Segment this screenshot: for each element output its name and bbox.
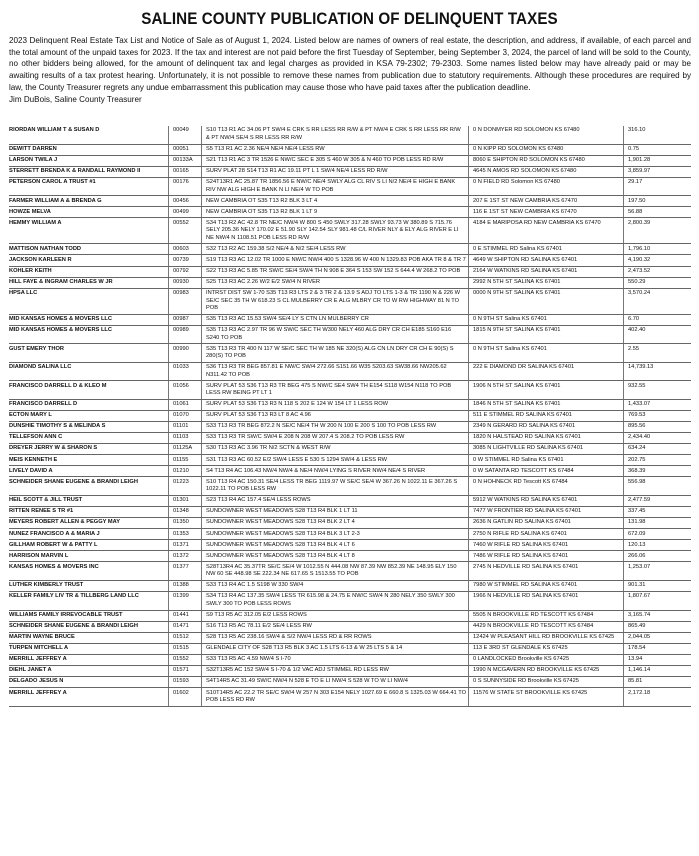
parcel-number: 00739 <box>169 255 202 266</box>
property-address: 116 E 1ST ST NEW CAMBRIA KS 67470 <box>469 207 624 218</box>
tax-amount: 6.70 <box>624 314 692 325</box>
table-row <box>9 126 691 144</box>
property-address: 4649 W SHIPTON RD SALINA KS 67401 <box>469 255 624 266</box>
parcel-number: 00987 <box>169 314 202 325</box>
table-row <box>9 344 691 363</box>
property-address: 5912 W WATKINS RD SALINA KS 67401 <box>469 495 624 506</box>
table-row <box>9 244 691 255</box>
owner-name: DIAMOND SALINA LLC <box>9 362 169 381</box>
legal-description: S36 T13 R3 TR BEG 857.81 E NW/C SW/4 272.66 S151.66 W35 S203.63 SW38.66 NW205.62 N311.42 TO POB <box>202 362 469 381</box>
table-row <box>9 144 691 155</box>
tax-amount: 131.98 <box>624 518 692 529</box>
owner-name: MEIS KENNETH E <box>9 455 169 466</box>
property-address: 0 N KIPP RD SOLOMON KS 67480 <box>469 144 624 155</box>
owner-name: PETERSON CAROL A TRUST #1 <box>9 177 169 196</box>
property-address: 8060 E SHIPTON RD SOLOMON KS 67480 <box>469 155 624 166</box>
tax-amount: 2,044.05 <box>624 632 692 643</box>
legal-description: S30 T13 R3 AC 3.96 TR N/2 SCTN & WEST R/W <box>202 444 469 455</box>
owner-name: FRANCISCO DARRELL D <box>9 399 169 410</box>
legal-description: S31 T13 R3 AC 60.52 E/2 SW/4 LESS E 530 S 1294 SW/4 & LESS RW <box>202 455 469 466</box>
delinquent-tax-table <box>9 126 691 707</box>
table-row <box>9 421 691 432</box>
owner-name: MEYERS ROBERT ALLEN & PEGGY MAY <box>9 518 169 529</box>
table-row <box>9 207 691 218</box>
parcel-number: 01061 <box>169 399 202 410</box>
legal-description: S25 T13 R3 AC 2.26 W/2 E/2 SW/4 N RIVER <box>202 277 469 288</box>
table-row <box>9 155 691 166</box>
property-address: 1846 N 5TH ST SALINA KS 67401 <box>469 399 624 410</box>
parcel-number: 00792 <box>169 266 202 277</box>
parcel-number: 00051 <box>169 144 202 155</box>
owner-name: DUNSHIE TIMOTHY S & MELINDA S <box>9 421 169 432</box>
parcel-number: 00983 <box>169 288 202 314</box>
owner-name: HEIL SCOTT & JILL TRUST <box>9 495 169 506</box>
owner-name: KOHLER KEITH <box>9 266 169 277</box>
legal-description: S23 T13 R4 AC 157.4 SE/4 LESS ROWS <box>202 495 469 506</box>
legal-description: SUNDOWNER WEST MEADOWS S28 T13 R4 BLK 2 LT 4 <box>202 518 469 529</box>
property-address: 2992 N 5TH ST SALINA KS 67401 <box>469 277 624 288</box>
legal-description: NEW CAMBRIA OT S35 T13 R2 BLK 3 LT 4 <box>202 196 469 207</box>
parcel-number: 01371 <box>169 540 202 551</box>
owner-name: LIVELY DAVID A <box>9 466 169 477</box>
legal-description: S16 T13 R5 AC 78.11 E/2 SE/4 LESS RW <box>202 621 469 632</box>
property-address: 1966 N HEDVILLE RD SALINA KS 67401 <box>469 592 624 611</box>
tax-amount: 1,901.28 <box>624 155 692 166</box>
table-row <box>9 166 691 177</box>
legal-description: S4 T13 R4 AC 106.43 NW/4 NW/4 & NE/4 NW/4 LYING S RIVER NW/4 NE/4 S RIVER <box>202 466 469 477</box>
table-row <box>9 410 691 421</box>
table-row <box>9 177 691 196</box>
intro-text: 2023 Delinquent Real Estate Tax List and Notice of Sale as of August 1, 2024. Listed below are names of owners of real estate, the description, and address, if available, of each parcel and the total amount of the unpaid taxes for 2023. If the tax and interest are not paid before the first Tuesday of September, being September 3, 2024, the parcel of land will be sold to the County, no other bidders being allowed, for the amount of delinquent tax and legal charges as provided in KSA 79-2302; 79-2303. Some names listed below may have already paid or may be awaiting results of a tax protest hearing. Unfortunately, it is not possible to remove these names from publication due to statutory requirements. Although these procedures are required by law, the County Treasurer regrets any undue embarrassment this publication may cause those who have paid taxes after the publication deadline. <box>9 36 691 92</box>
tax-amount: 865.49 <box>624 621 692 632</box>
owner-name: KELLER FAMILY LIV TR & TILLBERG LAND LLC <box>9 592 169 611</box>
property-address: 207 E 1ST ST NEW CAMBRIA KS 67470 <box>469 196 624 207</box>
tax-amount: 769.53 <box>624 410 692 421</box>
tax-amount: 4,190.32 <box>624 255 692 266</box>
owner-name: NUNEZ FRANCISCO A & MARIA J <box>9 529 169 540</box>
property-address: 2636 N GATLIN RD SALINA KS 67401 <box>469 518 624 529</box>
parcel-number: 01377 <box>169 562 202 581</box>
table-row <box>9 654 691 665</box>
legal-description: SURV PLAT 53 S36 T13 R3 LT 8 AC 4.96 <box>202 410 469 421</box>
legal-description: S5 T13 R1 AC 2.36 NE/4 NE/4 NE/4 LESS RW <box>202 144 469 155</box>
property-address: 7980 W STIMMEL RD SALINA KS 67401 <box>469 580 624 591</box>
parcel-number: 01301 <box>169 495 202 506</box>
legal-description: SURV PLAT 53 S36 T13 R3 TR BEG 475 S NW/C SE4 SW4 TH E154 S118 W154 N118 TO POB LESS RW BEING PT LT 1 <box>202 381 469 400</box>
legal-description: S34 T13 R2 AC 42.8 TR NE/C NW/4 W 800 S 450 SWLY 317.28 SWLY 93.73 W 380.89 S 715.76 SELY 205.36 NELY 170.02 E 51.90 SLY 142.54 SLY 981.48 C/L RIVER NLY & ELY ALG RIVER E LI NE NW/4 N 1108.51 POB LESS RD R/W <box>202 218 469 244</box>
legal-description: SUNDOWNER WEST MEADOWS S28 T13 R4 BLK 1 LT 11 <box>202 507 469 518</box>
legal-description: S28T13R4 AC 35.37TR SE/C SE/4 W 1012.55 N 444.08 NW 87.39 NW 852.39 NE 148.95 ELY 150 NW 60 SE 448.98 SE 222.34 NE 617.65 S 1513.55 TO POB <box>202 562 469 581</box>
legal-description: SUNDOWNER WEST MEADOWS S28 T13 R4 BLK 3 LT 2-3 <box>202 529 469 540</box>
owner-name: SCHNEIDER SHANE EUGENE & BRANDI LEIGH <box>9 477 169 496</box>
parcel-number: 01350 <box>169 518 202 529</box>
legal-description: S35 T13 R3 AC 2.97 TR 96 W SW/C SEC TH W300 NELY 460 ALG DRY CR CH E185 S160 E16 S240 TO POB <box>202 325 469 344</box>
tax-amount: 56.88 <box>624 207 692 218</box>
parcel-number: 00552 <box>169 218 202 244</box>
legal-description: S33 T13 R4 AC 1.5 S198 W 330 SW/4 <box>202 580 469 591</box>
legal-description: S35 T13 R3 TR 400 N 117 W SE/C SEC TH W 185 NE 320(S) ALG CN LN DRY CR CH E 90(S) S 280(S) TO POB <box>202 344 469 363</box>
parcel-number: 00499 <box>169 207 202 218</box>
tax-amount: 0.75 <box>624 144 692 155</box>
table-row <box>9 540 691 551</box>
tax-amount: 672.09 <box>624 529 692 540</box>
owner-name: MID KANSAS HOMES & MOVERS LLC <box>9 314 169 325</box>
owner-name: FARMER WILLIAM A & BRENDA G <box>9 196 169 207</box>
parcel-number: 01372 <box>169 551 202 562</box>
page-title: SALINE COUNTY PUBLICATION OF DELINQUENT TAXES <box>141 10 558 28</box>
parcel-number: 01441 <box>169 610 202 621</box>
property-address: 7460 W RIFLE RD SALINA KS 67401 <box>469 540 624 551</box>
owner-name: MERRILL JEFFREY A <box>9 654 169 665</box>
property-address: 0 E STIMMEL RD Salina KS 67401 <box>469 244 624 255</box>
owner-name: MID KANSAS HOMES & MOVERS LLC <box>9 325 169 344</box>
owner-name: DEWITT DARREN <box>9 144 169 155</box>
table-row <box>9 621 691 632</box>
property-address: 0 N HOHNECK RD Tescott KS 67484 <box>469 477 624 496</box>
property-address: 0 LANDLOCKED Brookville KS 67425 <box>469 654 624 665</box>
table-row <box>9 610 691 621</box>
table-row <box>9 381 691 400</box>
table-row <box>9 399 691 410</box>
tax-amount: 2,434.40 <box>624 433 692 444</box>
property-address: 2745 N HEDVILLE RD SALINA KS 67401 <box>469 562 624 581</box>
parcel-number: 01103 <box>169 433 202 444</box>
owner-name: ECTON MARY L <box>9 410 169 421</box>
parcel-number: 00049 <box>169 126 202 144</box>
owner-name: HPSA LLC <box>9 288 169 314</box>
table-row <box>9 562 691 581</box>
legal-description: S9 T13 R5 AC 312.05 E/2 LESS ROWS <box>202 610 469 621</box>
parcel-number: 01070 <box>169 410 202 421</box>
table-row <box>9 551 691 562</box>
property-address: 3085 N LIGHTVILLE RD SALINA KS 67401 <box>469 444 624 455</box>
owner-name: DELGADO JESUS N <box>9 677 169 688</box>
property-address: 2164 W WATKINS RD SALINA KS 67401 <box>469 266 624 277</box>
table-row <box>9 196 691 207</box>
table-row <box>9 580 691 591</box>
parcel-number: 01471 <box>169 621 202 632</box>
property-address: 4429 N BROOKVILLE RD TESCOTT KS 67484 <box>469 621 624 632</box>
table-row <box>9 518 691 529</box>
tax-amount: 85.81 <box>624 677 692 688</box>
parcel-number: 00456 <box>169 196 202 207</box>
owner-name: LARSON TWILA J <box>9 155 169 166</box>
table-row <box>9 314 691 325</box>
legal-description: S21 T13 R1 AC 3 TR 1526 E NW/C SEC E 305 S 460 W 305 & N 460 TO POB LESS RD R/W <box>202 155 469 166</box>
legal-description: S22 T13 R3 AC 5.85 TR SW/C SE/4 SW/4 TH N 908 E 364 S 153 SW 152 S 644.4 W 268.2 TO POB <box>202 266 469 277</box>
tax-amount: 634.24 <box>624 444 692 455</box>
tax-amount: 178.54 <box>624 643 692 654</box>
tax-amount: 2.55 <box>624 344 692 363</box>
parcel-number: 01399 <box>169 592 202 611</box>
tax-amount: 1,807.67 <box>624 592 692 611</box>
property-address: 2349 N GERARD RD SALINA KS 67401 <box>469 421 624 432</box>
legal-description: S32T13R5 AC 152 SW/4 S I-70 & 1/2 VAC ADJ STIMMEL RD LESS RW <box>202 666 469 677</box>
property-address: 1990 N MCGAVERN RD BROOKVILLE KS 67425 <box>469 666 624 677</box>
parcel-number: 01602 <box>169 688 202 707</box>
property-address: 0 W SATANTA RD TESCOTT KS 67484 <box>469 466 624 477</box>
tax-amount: 368.39 <box>624 466 692 477</box>
owner-name: DREYER JERRY W & SHARON S <box>9 444 169 455</box>
property-address: 0 N 9TH ST Salina KS 67401 <box>469 314 624 325</box>
property-address: 1815 N 9TH ST SALINA KS 67401 <box>469 325 624 344</box>
parcel-number: 01348 <box>169 507 202 518</box>
property-address: 2750 N RIFLE RD SALINA KS 67401 <box>469 529 624 540</box>
tax-amount: 266.06 <box>624 551 692 562</box>
table-row <box>9 495 691 506</box>
table-row <box>9 666 691 677</box>
owner-name: DIEHL JANET A <box>9 666 169 677</box>
owner-name: TURPEN MITCHELL A <box>9 643 169 654</box>
tax-amount: 932.55 <box>624 381 692 400</box>
owner-name: GUST EMERY THOR <box>9 344 169 363</box>
legal-description: S34 T13 R4 AC 137.35 SW/4 LESS TR 615.98 & 24.75 E NW/C SW/4 N 280 NELY 350 SWLY 300 SWLY 300 TO POB LESS ROWS <box>202 592 469 611</box>
property-address: 0 N DONMYER RD SOLOMON KS 67480 <box>469 126 624 144</box>
owner-name: JACKSON KARLEEN R <box>9 255 169 266</box>
table-row <box>9 688 691 707</box>
owner-name: RITTEN RENEE S TR #1 <box>9 507 169 518</box>
tax-amount: 202.75 <box>624 455 692 466</box>
property-address: 4184 E MARIPOSA RD NEW CAMBRIA KS 67470 <box>469 218 624 244</box>
property-address: 7486 W RIFLE RD SALINA KS 67401 <box>469 551 624 562</box>
table-row <box>9 643 691 654</box>
property-address: 0 S SUNNYSIDE RD Brookville KS 67425 <box>469 677 624 688</box>
legal-description: NEW CAMBRIA OT S35 T13 R2 BLK 1 LT 9 <box>202 207 469 218</box>
legal-description: S33 T13 R3 TR BEG 872.2 N SE/C NE/4 TH W 200 N 100 E 200 S 100 TO POB LESS RW <box>202 421 469 432</box>
owner-name: HILL FAYE & INGRAM CHARLES W JR <box>9 277 169 288</box>
parcel-number: 01056 <box>169 381 202 400</box>
legal-description: INTRST DIST SW 1-70 S35 T13 R3 LTS 2 & 3 TR 2 & 13.9 S ADJ TO LTS 1-3 & TR 1190 N & 226 W SE/C SEC 35 TH W 618.23 S CL MULBERRY CR E ALG MLBRY CR TO W RW HIGHWAY 81 N TO POB <box>202 288 469 314</box>
property-address: 113 E 3RD ST GLENDALE KS 67425 <box>469 643 624 654</box>
table-row <box>9 288 691 314</box>
property-address: 4645 N AMOS RD SOLOMON KS 67480 <box>469 166 624 177</box>
property-address: 1906 N 5TH ST SALINA KS 67401 <box>469 381 624 400</box>
table-row <box>9 218 691 244</box>
tax-amount: 337.45 <box>624 507 692 518</box>
tax-amount: 3,165.74 <box>624 610 692 621</box>
tax-amount: 2,477.59 <box>624 495 692 506</box>
legal-description: S10 T13 R4 AC 150.31 SE/4 LESS TR BEG 1119.97 W SE/C SE/4 W 367.26 N 1022.11 E 367.26 S 1022.11 TO POB LESS RW <box>202 477 469 496</box>
table-row <box>9 433 691 444</box>
table-row <box>9 529 691 540</box>
parcel-number: 01125A <box>169 444 202 455</box>
tax-amount: 3,570.24 <box>624 288 692 314</box>
table-row <box>9 455 691 466</box>
legal-description: S10 T13 R1 AC 34.06 PT SW/4 E CRK S RR LESS RR R/W & PT NW/4 E CRK S RR LESS RR R/W & PT NW/4 SE/4 S RR LESS RR R/W <box>202 126 469 144</box>
parcel-number: 01515 <box>169 643 202 654</box>
property-address: 12424 W PLEASANT HILL RD BROOKVILLE KS 67425 <box>469 632 624 643</box>
parcel-number: 01512 <box>169 632 202 643</box>
owner-name: STERRETT BRENDA K & RANDALL RAYMOND II <box>9 166 169 177</box>
property-address: 222 E DIAMOND DR SALINA KS 67401 <box>469 362 624 381</box>
property-address: 11576 W STATE ST BROOKVILLE KS 67425 <box>469 688 624 707</box>
tax-amount: 29.17 <box>624 177 692 196</box>
tax-amount: 1,253.07 <box>624 562 692 581</box>
parcel-number: 01223 <box>169 477 202 496</box>
owner-name: FRANCISCO DARRELL D & KLEO M <box>9 381 169 400</box>
tax-amount: 556.98 <box>624 477 692 496</box>
legal-description: S19 T13 R3 AC 12.02 TR 1000 E NW/C NW/4 400 S 1328.96 W 400 N 1329.83 POB AKA TR 8 & TR 7 <box>202 255 469 266</box>
table-row <box>9 632 691 643</box>
parcel-number: 01388 <box>169 580 202 591</box>
legal-description: S28 T13 R5 AC 238.16 SW/4 & S/2 NW/4 LESS RD & RR ROWS <box>202 632 469 643</box>
legal-description: SUNDOWNER WEST MEADOWS S28 T13 R4 BLK 4 LT 8 <box>202 551 469 562</box>
property-address: 0 N 9TH ST Salina KS 67401 <box>469 344 624 363</box>
parcel-number: 00165 <box>169 166 202 177</box>
table-row <box>9 266 691 277</box>
owner-name: HOWZE MELVA <box>9 207 169 218</box>
tax-amount: 2,172.18 <box>624 688 692 707</box>
property-address: 0000 N 9TH ST SALINA KS 67401 <box>469 288 624 314</box>
table-row <box>9 277 691 288</box>
property-address: 5505 N BROOKVILLE RD TESCOTT KS 67484 <box>469 610 624 621</box>
owner-name: MATTISON NATHAN TODD <box>9 244 169 255</box>
legal-description: SURV PLAT 53 S36 T13 R3 N 118 S 202 E 124 W 154 LT 1 LESS ROW <box>202 399 469 410</box>
legal-description: S4T14R5 AC 31.49 SW/C NW/4 N 528 E TO E LI NW/4 S 528 W TO W LI NW/4 <box>202 677 469 688</box>
parcel-number: 01571 <box>169 666 202 677</box>
owner-name: HARRISON MARVIN L <box>9 551 169 562</box>
legal-description: S35 T13 R3 AC 15.53 SW/4 SE/4 LY S CTN LN MULBERRY CR <box>202 314 469 325</box>
tax-amount: 2,800.39 <box>624 218 692 244</box>
tax-amount: 316.10 <box>624 126 692 144</box>
owner-name: MERRILL JEFFREY A <box>9 688 169 707</box>
owner-name: LUTHER KIMBERLY TRUST <box>9 580 169 591</box>
owner-name: TELLEFSON ANN C <box>9 433 169 444</box>
legal-description: SUNDOWNER WEST MEADOWS S28 T13 R4 BLK 4 LT 6 <box>202 540 469 551</box>
tax-amount: 2,473.52 <box>624 266 692 277</box>
table-row <box>9 592 691 611</box>
legal-description: GLENDALE CITY OF S28 T13 R5 BLK 3 AC 1.5 LTS 6-13 & W 25 LTS 5 & 14 <box>202 643 469 654</box>
parcel-number: 01210 <box>169 466 202 477</box>
owner-name: WILLIAMS FAMILY IRREVOCABLE TRUST <box>9 610 169 621</box>
legal-description: S24T13R1 AC 25.87 TR 1856.56 E NW/C NE/4 SWLY ALG CL RIV S LI N/2 NE/4 E HIGH E BANK RIV NW ALG HIGH E BANK N LI NE/4 W TO POB <box>202 177 469 196</box>
property-address: 7477 W FRONTIER RD SALINA KS 67401 <box>469 507 624 518</box>
legal-description: S33 T13 R3 TR SW/C SW/4 E 208 N 208 W 207.4 S 208.2 TO POB LESS RW <box>202 433 469 444</box>
parcel-number: 01155 <box>169 455 202 466</box>
tax-amount: 1,433.07 <box>624 399 692 410</box>
tax-amount: 402.40 <box>624 325 692 344</box>
table-row <box>9 507 691 518</box>
parcel-number: 00133A <box>169 155 202 166</box>
tax-amount: 550.29 <box>624 277 692 288</box>
tax-amount: 901.31 <box>624 580 692 591</box>
parcel-number: 00990 <box>169 344 202 363</box>
tax-amount: 895.56 <box>624 421 692 432</box>
parcel-number: 00603 <box>169 244 202 255</box>
property-address: 0 W STIMMEL RD Salina KS 67401 <box>469 455 624 466</box>
tax-amount: 13.94 <box>624 654 692 665</box>
parcel-number: 01552 <box>169 654 202 665</box>
parcel-number: 01353 <box>169 529 202 540</box>
owner-name: MARTIN WAYNE BRUCE <box>9 632 169 643</box>
table-row <box>9 466 691 477</box>
legal-description: SURV PLAT 28 S14 T13 R1 AC 19.11 PT L 1 SW/4 NE/4 LESS RD R/W <box>202 166 469 177</box>
tax-amount: 1,146.14 <box>624 666 692 677</box>
parcel-number: 01101 <box>169 421 202 432</box>
legal-description: S33 T13 R5 AC 4.59 NW/4 S I-70 <box>202 654 469 665</box>
owner-name: GILLHAM ROBERT W & PATTY L <box>9 540 169 551</box>
parcel-number: 01033 <box>169 362 202 381</box>
legal-description: S10T14R5 AC 22.2 TR SE/C SW/4 W 257 N 303 E154 NELY 1027.69 E 660.8 S 1325.03 W 664.41 TO POB LESS RD RW <box>202 688 469 707</box>
tax-amount: 14,739.13 <box>624 362 692 381</box>
table-row <box>9 325 691 344</box>
property-address: 1820 N HALSTEAD RD SALINA KS 67401 <box>469 433 624 444</box>
owner-name: HEMMY WILLIAM A <box>9 218 169 244</box>
owner-name: RIORDAN WILLIAM T & SUSAN D <box>9 126 169 144</box>
tax-amount: 1,796.10 <box>624 244 692 255</box>
parcel-number: 00930 <box>169 277 202 288</box>
table-row <box>9 444 691 455</box>
legal-description: S32 T13 R2 AC 159.38 S/2 NE/4 & N/2 SE/4 LESS RW <box>202 244 469 255</box>
table-row <box>9 477 691 496</box>
property-address: 511 E STIMMEL RD SALINA KS 67401 <box>469 410 624 421</box>
owner-name: KANSAS HOMES & MOVERS INC <box>9 562 169 581</box>
tax-amount: 197.50 <box>624 196 692 207</box>
parcel-number: 01593 <box>169 677 202 688</box>
intro-notice <box>9 35 691 105</box>
property-address: 0 N FIELD RD Solomon KS 67480 <box>469 177 624 196</box>
parcel-number: 00989 <box>169 325 202 344</box>
table-row <box>9 362 691 381</box>
treasurer-signature: Jim DuBois, Saline County Treasurer <box>9 94 142 104</box>
owner-name: SCHNEIDER SHANE EUGENE & BRANDI LEIGH <box>9 621 169 632</box>
parcel-number: 00176 <box>169 177 202 196</box>
tax-amount: 120.13 <box>624 540 692 551</box>
tax-amount: 3,859.97 <box>624 166 692 177</box>
table-row <box>9 255 691 266</box>
table-row <box>9 677 691 688</box>
